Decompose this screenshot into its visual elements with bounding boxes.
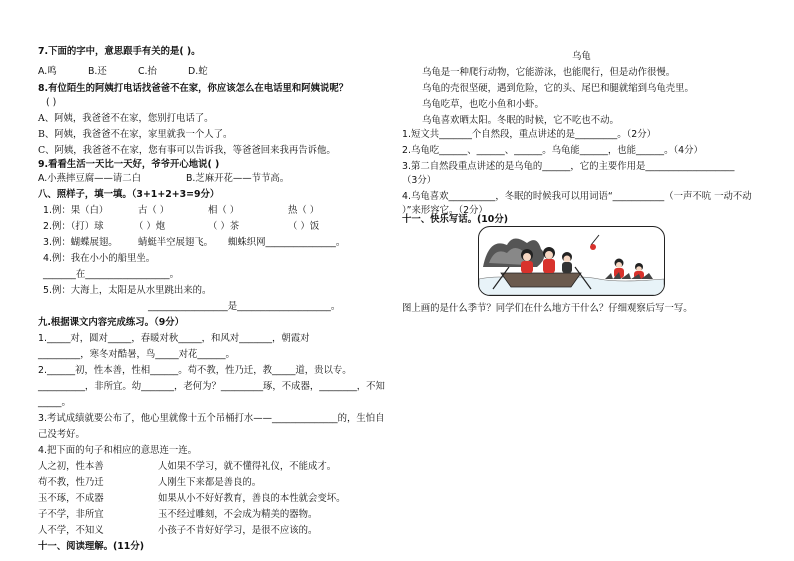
match-left-4[interactable]: 子不学，非所宜 (38, 509, 104, 520)
q8-option-c[interactable]: C、阿姨，我爸爸不在家，您有事可以告诉我，等爸爸回来我再告诉他。 (38, 145, 336, 156)
match-right-3[interactable]: 如果从小不好好教育，善良的本性就会变坏。 (158, 493, 346, 504)
s8-r1-blank-1[interactable]: 古（ ） (138, 205, 170, 216)
q9-option-a[interactable]: A.小燕摔豆腐——请二白 (38, 173, 141, 184)
q7-option-d[interactable]: D.蛇 (188, 66, 208, 77)
match-left-5[interactable]: 人不学，不知义 (38, 525, 104, 536)
s8-r1-blank-2[interactable]: 相（ ） (208, 205, 240, 216)
s8-r2-blank-1[interactable]: （ ）炮 (134, 221, 166, 232)
reading-q3-points: （3分） (402, 175, 437, 186)
s8-r2-blank-2[interactable]: （ ）茶 (208, 221, 240, 232)
boat-children-illustration (478, 226, 665, 296)
q7-option-b[interactable]: B.还 (88, 66, 107, 77)
s8-r3-example-expanded: 蜻蜓半空展翅飞。 (138, 237, 214, 248)
section-11-reading-title: 十一、阅读理解。(11分) (38, 541, 144, 552)
q8-option-b[interactable]: B、阿姨，我爸爸不在家，家里就我一个人了。 (38, 129, 233, 140)
s9-line-7: 己没考好。 (38, 429, 85, 440)
writing-title: 十一、快乐写话。(10分) (402, 214, 508, 225)
boat-children-icon (479, 227, 664, 295)
reading-q3[interactable]: 3.第二自然段重点讲述的是乌龟的______，它的主要作用是___________________ (402, 161, 735, 172)
q9-option-b[interactable]: B.芝麻开花——节节高。 (186, 173, 290, 184)
s8-r2-blank-3[interactable]: （ ）饭 (288, 221, 320, 232)
section-8-title: 八、照样子，填一填。（3+1+2+3=9分） (38, 189, 220, 200)
s8-r3-blank[interactable]: 蜘蛛织网_______________。 (228, 237, 346, 248)
s8-r4-example: 4.例：我在小小的船里坐。 (43, 253, 156, 264)
match-right-4[interactable]: 玉不经过雕刻，不会成为精美的器物。 (158, 509, 318, 520)
s9-line-8: 4.把下面的句子和相应的意思连一连。 (38, 445, 197, 456)
s8-r3-example: 3.例：蝴蝶展翅。 (43, 237, 118, 248)
passage-para-3: 乌龟吃草，也吃小鱼和小虾。 (422, 99, 544, 110)
match-right-5[interactable]: 小孩子不肯好好学习，是很不应该的。 (158, 525, 318, 536)
q8-option-a[interactable]: A、阿姨，我爸爸不在家，您别打电话了。 (38, 113, 214, 124)
match-left-2[interactable]: 苟不教，性乃迁 (38, 477, 104, 488)
reading-q4[interactable]: 4.乌龟喜欢__________，冬眠的时候我可以用词语“___________（一声不吭 一动不动 (402, 191, 752, 202)
q8-blank[interactable]: ( ) (46, 97, 57, 108)
s8-r1-example: 1.例：果（白） (43, 205, 109, 216)
s9-line-4[interactable]: __________，非所宜。幼_______，老何为？_________琢，不成器，________，不知 (38, 381, 385, 392)
reading-q2[interactable]: 2.乌龟吃______、______、______。乌龟能______，也能______。（4分） (402, 145, 703, 156)
match-right-2[interactable]: 人刚生下来都是善良的。 (158, 477, 262, 488)
passage-para-2: 乌龟的壳很坚硬，遇到危险，它的头、尾巴和腿就缩到乌龟壳里。 (422, 83, 694, 94)
s8-r2-example: 2.例：（打）球 (43, 221, 104, 232)
q9-stem: 9.看看生活一天比一天好，爷爷开心地说( ) (38, 159, 220, 170)
q7-stem: 7.下面的字中，意思跟手有关的是( )。 (38, 46, 201, 57)
match-left-1[interactable]: 人之初，性本善 (38, 461, 104, 472)
s8-r4-blank[interactable]: _______在__________________。 (43, 269, 179, 280)
s9-line-3[interactable]: 2.______初，性本善，性相______。苟不教，性乃迁，教_____道，贵以专。 (38, 365, 352, 376)
s8-r5-example: 5.例：大海上，太阳是从水里跳出来的。 (43, 285, 212, 296)
passage-para-1: 乌龟是一种爬行动物，它能游泳，也能爬行，但是动作很慢。 (422, 67, 676, 78)
passage-para-4: 乌龟喜欢晒太阳。冬眠的时候，它不吃也不动。 (422, 115, 619, 126)
match-right-1[interactable]: 人如果不学习，就不懂得礼仪，不能成才。 (158, 461, 337, 472)
s8-r1-blank-3[interactable]: 热（ ） (288, 205, 320, 216)
s8-r5-blank[interactable]: _________________是____________________。 (148, 301, 341, 312)
section-9-title: 九.根据课文内容完成练习。（9分） (38, 317, 185, 328)
reading-q1[interactable]: 1.短文共_______个自然段，重点讲述的是_________。（2分） (402, 129, 656, 140)
s9-line-6[interactable]: 3.考试成绩就要公布了，他心里就像十五个吊桶打水——______________的，生怕自 (38, 413, 385, 424)
passage-title: 乌龟 (572, 51, 591, 62)
s9-line-5[interactable]: _____。 (38, 397, 71, 408)
match-left-3[interactable]: 玉不琢，不成器 (38, 493, 104, 504)
writing-prompt: 图上画的是什么季节？同学们在什么地方干什么？仔细观察后写一写。 (402, 303, 693, 314)
reading-q4-end: ）”来形容它。（2分） (402, 205, 488, 216)
s9-line-1[interactable]: 1._____对，圆对_____，春暖对秋_____，和风对_______，朝霞对 (38, 333, 310, 344)
q7-option-a[interactable]: A.鸣 (38, 66, 57, 77)
q7-option-c[interactable]: C.抬 (138, 66, 157, 77)
q8-stem: 8.有位陌生的阿姨打电话找爸爸不在家，你应该怎么在电话里和阿姨说呢？ (38, 83, 349, 94)
s9-line-2[interactable]: _________，寒冬对酷暑，鸟_____对花______。 (38, 349, 235, 360)
